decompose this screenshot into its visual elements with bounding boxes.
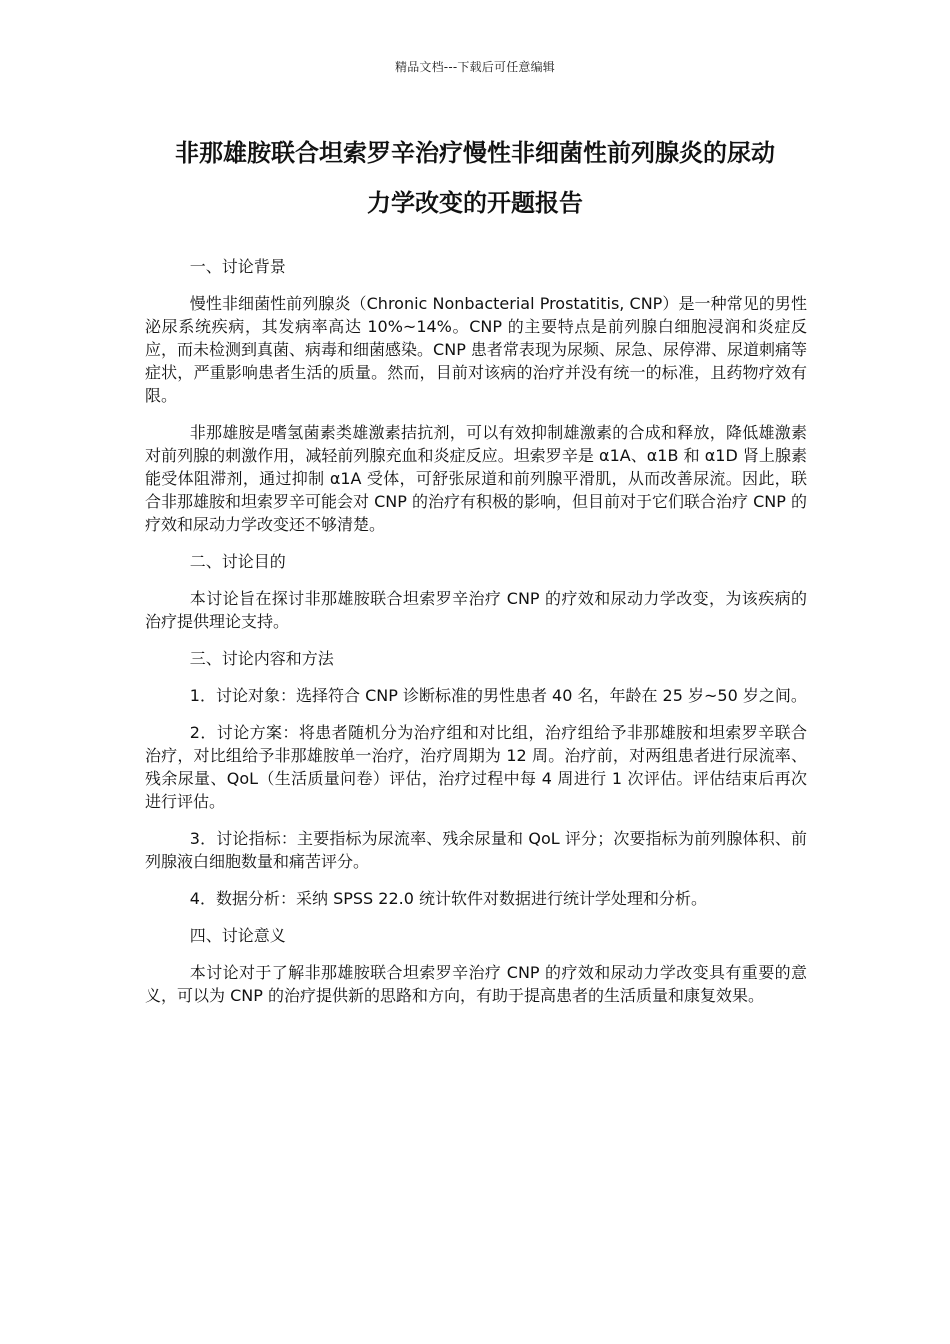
list-item: 1．讨论对象：选择符合 CNP 诊断标准的男性患者 40 名，年龄在 25 岁~50 岁之间。 [189,686,807,705]
paragraph: 本讨论旨在探讨非那雄胺联合坦索罗辛治疗 CNP 的疗效和尿动力学改变，为该疾病的治疗提供理论支持。 [145,589,807,631]
title-line-1: 非那雄胺联合坦索罗辛治疗慢性非细菌性前列腺炎的尿动 [175,139,775,167]
section-heading-background: 一、讨论背景 [189,257,286,276]
document-body [145,255,807,1021]
paragraph: 本讨论对于了解非那雄胺联合坦索罗辛治疗 CNP 的疗效和尿动力学改变具有重要的意义，可以为 CNP 的治疗提供新的思路和方向，有助于提高患者的生活质量和康复效果。 [145,963,807,1005]
paragraph: 非那雄胺是嗜氢菌素类雄激素拮抗剂，可以有效抑制雄激素的合成和释放，降低雄激素对前列腺的刺激作用，减轻前列腺充血和炎症反应。坦索罗辛是 α1A、α1B 和 α1D 肾上腺素能受体阻滞剂，通过抑制 α1A 受体，可舒张尿道和前列腺平滑肌，从而改善尿流。因此，联合非那雄胺和坦索罗辛可能会对 CNP 的治疗有积极的影响，但目前对于它们联合治疗 CNP 的疗效和尿动力学改变还不够清楚。 [145,423,807,534]
list-item: 3．讨论指标：主要指标为尿流率、残余尿量和 QoL 评分；次要指标为前列腺体积、前列腺液白细胞数量和痛苦评分。 [145,829,807,871]
section-heading-purpose: 二、讨论目的 [189,552,286,571]
paragraph: 慢性非细菌性前列腺炎（Chronic Nonbacterial Prostatitis, CNP）是一种常见的男性泌尿系统疾病，其发病率高达 10%~14%。CNP 的主要特点是前列腺白细胞浸润和炎症反应，而未检测到真菌、病毒和细菌感染。CNP 患者常表现为尿频、尿急、尿停滞、尿道刺痛等症状，严重影响患者生活的质量。然而，目前对该病的治疗并没有统一的标准，且药物疗效有限。 [145,294,807,405]
section-heading-methods: 三、讨论内容和方法 [189,649,334,668]
header-note: 精品文档---下载后可任意编辑 [395,60,555,74]
list-item: 4．数据分析：采纳 SPSS 22.0 统计软件对数据进行统计学处理和分析。 [189,889,707,908]
section-heading-significance: 四、讨论意义 [189,926,286,945]
title-line-2: 力学改变的开题报告 [367,189,583,217]
list-item: 2．讨论方案：将患者随机分为治疗组和对比组，治疗组给予非那雄胺和坦索罗辛联合治疗，对比组给予非那雄胺单一治疗，治疗周期为 12 周。治疗前，对两组患者进行尿流率、残余尿量、QoL（生活质量问卷）评估，治疗过程中每 4 周进行 1 次评估。评估结束后再次进行评估。 [145,723,807,811]
